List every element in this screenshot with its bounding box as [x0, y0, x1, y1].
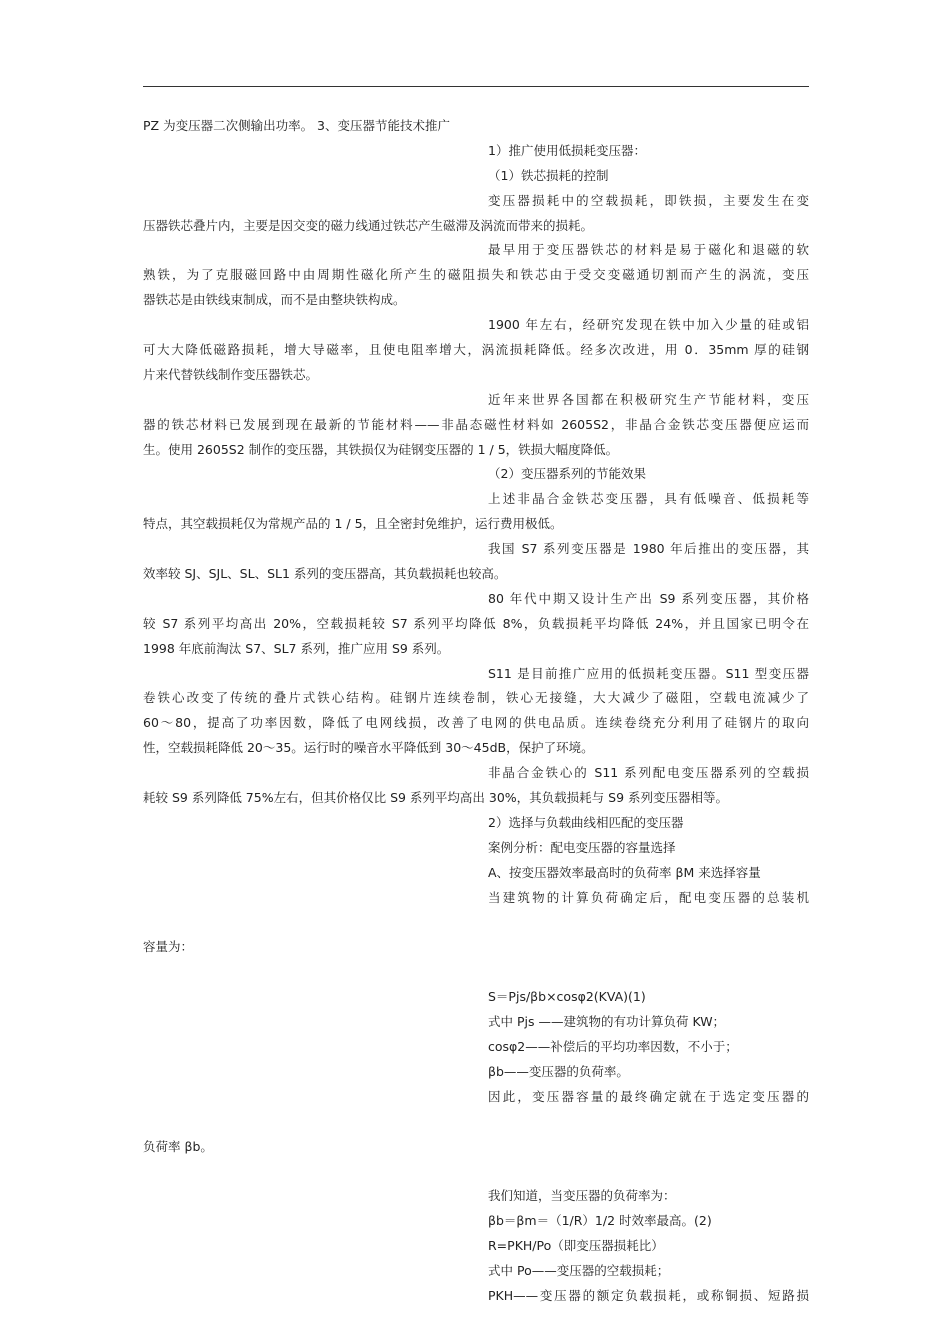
text-line: PKH——变压器的额定负载损耗，或称铜损、短路损 — [488, 1287, 809, 1303]
text-line: 非晶合金铁心的 S11 系列配电变压器系列的空载损 — [488, 765, 809, 781]
text-line: 80 年代中期又设计生产出 S9 系列变压器，其价格 — [488, 590, 809, 606]
text-line: 压器铁芯叠片内，主要是因交变的磁力线通过铁芯产生磁滞及涡流而带来的损耗。 — [143, 217, 594, 233]
blank-line — [143, 1110, 809, 1135]
text-line: 我们知道，当变压器的负荷率为： — [488, 1188, 676, 1204]
text-line: 卷铁心改变了传统的叠片式铁心结构。硅钢片连续卷制，铁心无接缝，大大减少了磁阻，空载电流减少了 — [143, 690, 809, 706]
blank-line — [143, 960, 809, 985]
text-line: 可大大降低磁路损耗，增大导磁率，且使电阻率增大，涡流损耗降低。经多次改进，用 0．35mm 厚的硅钢 — [143, 342, 809, 358]
text-line: 耗较 S9 系列降低 75%左右，但其价格仅比 S9 系列平均高出 30%，其负载损耗与 S9 系列变压器相等。 — [143, 790, 729, 806]
text-line: 变压器损耗中的空载损耗，即铁损，主要发生在变 — [488, 192, 809, 208]
text-line: 60～80，提高了功率因数，降低了电网线损，改善了电网的供电品质。连续卷绕充分利用了硅钢片的取向 — [143, 715, 809, 731]
text-line: 上述非晶合金铁芯变压器，具有低噪音、低损耗等 — [488, 491, 809, 507]
text-line: 性，空载损耗降低 20～35。运行时的噪音水平降低到 30～45dB，保护了环境。 — [143, 740, 594, 756]
text-line: cosφ2——补偿后的平均功率因数，不小于； — [488, 1038, 738, 1054]
text-line: 器铁芯是由铁线束制成，而不是由整块铁构成。 — [143, 292, 406, 308]
text-line: A、按变压器效率最高时的负荷率 βM 来选择容量 — [488, 864, 761, 880]
text-line: R=PKH/Po（即变压器损耗比） — [488, 1238, 664, 1254]
blank-line — [143, 911, 809, 936]
text-line: 负荷率 βb。 — [143, 1138, 213, 1154]
text-line: 1900 年左右，经研究发现在铁中加入少量的硅或铝 — [488, 317, 809, 333]
text-line: 较 S7 系列平均高出 20%，空载损耗较 S7 系列平均降低 8%，负载损耗平均降低 24%，并且国家已明令在 — [143, 615, 809, 631]
text-line: 效率较 SJ、SJL、SL、SL1 系列的变压器高，其负载损耗也较高。 — [143, 566, 507, 582]
text-line: （1）铁芯损耗的控制 — [488, 167, 609, 183]
text-line: 2）选择与负载曲线相匹配的变压器 — [488, 814, 684, 830]
text-line: 案例分析：配电变压器的容量选择 — [488, 839, 676, 855]
header-rule — [143, 86, 809, 87]
text-line: βb——变压器的负荷率。 — [488, 1063, 629, 1079]
text-line: βb＝βm＝（1/R）1/2 时效率最高。(2) — [488, 1213, 712, 1229]
text-line: 生。使用 2605S2 制作的变压器，其铁损仅为硅钢变压器的 1 / 5，铁损大幅度降低。 — [143, 441, 619, 457]
text-line: 最早用于变压器铁芯的材料是易于磁化和退磁的软 — [488, 242, 809, 258]
text-line: 1）推广使用低损耗变压器： — [488, 142, 646, 158]
text-line: PZ 为变压器二次侧输出功率。 3、变压器节能技术推广 — [143, 118, 451, 133]
text-line: （2）变压器系列的节能效果 — [488, 466, 646, 482]
text-line: S11 是目前推广应用的低损耗变压器。S11 型变压器 — [488, 665, 809, 681]
text-line: 片来代替铁线制作变压器铁芯。 — [143, 366, 319, 382]
text-line: 当建筑物的计算负荷确定后，配电变压器的总装机 — [488, 889, 809, 905]
text-line: 我国 S7 系列变压器是 1980 年后推出的变压器，其 — [488, 541, 809, 557]
text-line: 式中 Pjs ——建筑物的有功计算负荷 KW； — [488, 1014, 726, 1030]
text-line: 1998 年底前淘汰 S7、SL7 系列，推广应用 S9 系列。 — [143, 640, 450, 656]
text-line: S＝Pjs/βb×cosφ2(KVA)(1) — [488, 989, 646, 1005]
text-line: 特点，其空载损耗仅为常规产品的 1 / 5，且全密封免维护，运行费用极低。 — [143, 516, 563, 532]
text-line: 熟铁，为了克服磁回路中由周期性磁化所产生的磁阻损失和铁芯由于受交变磁通切割而产生的涡流，变压 — [143, 267, 809, 283]
text-line: 器的铁芯材料已发展到现在最新的节能材料——非晶态磁性材料如 2605S2，非晶合金铁芯变压器便应运而 — [143, 416, 809, 432]
text-line: 容量为： — [143, 939, 194, 955]
text-line: 近年来世界各国都在积极研究生产节能材料，变压 — [488, 391, 809, 407]
document-body — [143, 114, 809, 1309]
blank-line — [143, 1159, 809, 1184]
text-line: 因此，变压器容量的最终确定就在于选定变压器的 — [488, 1088, 809, 1104]
text-line: 式中 Po——变压器的空载损耗； — [488, 1262, 670, 1278]
